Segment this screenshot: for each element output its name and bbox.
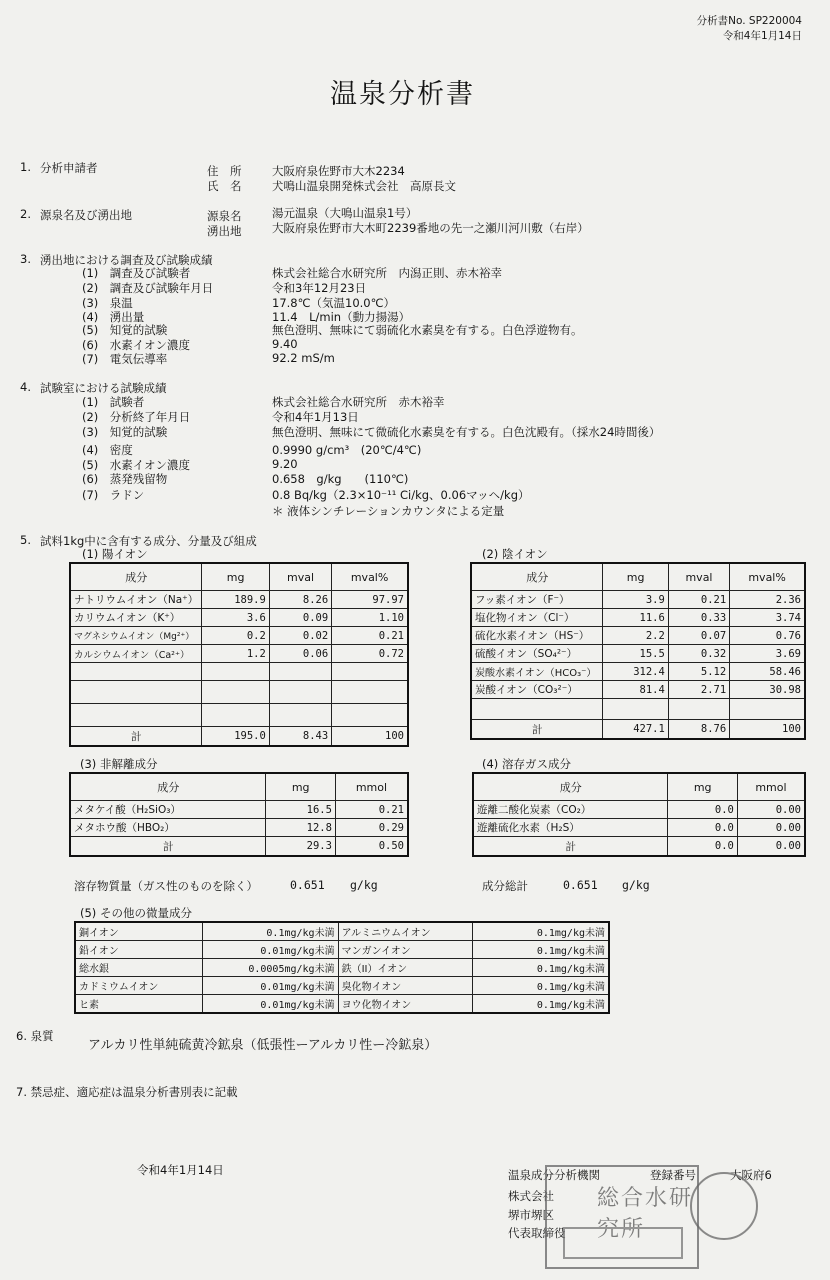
footer-rep: 代表取締役 [508,1226,566,1240]
table-row: カリウムイオン（K⁺） 3.6 0.09 1.10 [70,609,408,627]
col-header: mg [668,773,737,801]
empty-row [471,699,805,720]
col-header: mg [603,563,668,591]
col-header: 成分 [473,773,668,801]
table-row: メタケイ酸（H₂SiO₃） 16.5 0.21 [70,801,408,819]
trace-table [74,921,610,1014]
table-row: 総水銀 0.0005mg/kg未満 鉄（II）イオン 0.1mg/kg未満 [75,959,609,977]
footer-org-label: 温泉成分分析機関 [508,1168,600,1182]
s4-note: ＊ 液体シンチレーションカウンタによる定量 [272,504,505,518]
cation-title: (1) 陽イオン [82,547,148,561]
table-row: 硫化水素イオン（HS⁻） 2.2 0.07 0.76 [471,627,805,645]
s5-num: 5. [20,533,31,547]
table-row: メタホウ酸（HBO₂） 12.8 0.29 [70,819,408,837]
gas-table [472,772,806,857]
empty-row [70,704,408,727]
doc-date: 令和4年1月14日 [722,30,802,42]
doc-header [697,14,802,44]
round-seal-stamp [690,1172,758,1240]
s2-loc-label: 湧出地 [207,224,242,238]
s5-label: 試料1kg中に含有する成分、分量及び組成 [40,534,257,548]
table-row: ナトリウムイオン（Na⁺） 189.9 8.26 97.97 [70,591,408,609]
doc-number: 分析書No. SP220004 [696,15,802,27]
cation-table [69,562,409,747]
table-row: 遊離硫化水素（H₂S） 0.0 0.00 [473,819,805,837]
s6-label: 6. 泉質 [16,1029,54,1043]
s1-label: 分析申請者 [40,161,98,175]
s1-name: 犬鳴山温泉開発株式会社 高原長文 [272,179,456,193]
s2-src: 湯元温泉（大鳴山温泉1号） [272,206,418,220]
s3-num: 3. [20,252,31,266]
gas-title: (4) 溶存ガス成分 [482,757,571,771]
nondiss-title: (3) 非解離成分 [80,757,158,771]
table-row: カルシウムイオン（Ca²⁺） 1.2 0.06 0.72 [70,645,408,663]
table-row: マグネシウムイオン（Mg²⁺） 0.2 0.02 0.21 [70,627,408,645]
col-header: 成分 [70,563,202,591]
anion-table [470,562,806,740]
total-row: 計 195.0 8.43 100 [70,727,408,747]
footer-company: 株式会社 [508,1189,554,1203]
table-row: 銅イオン 0.1mg/kg未満 アルミニウムイオン 0.1mg/kg未満 [75,922,609,941]
col-header: mval% [730,563,805,591]
seal-text: 総合水研究所 [597,1186,694,1242]
total-label: 成分総計 [482,879,528,893]
col-header: mval [269,563,331,591]
footer-reg-value: 大阪府6 [730,1168,772,1182]
col-header: mval% [332,563,408,591]
s1-name-label: 氏 名 [207,179,242,193]
col-header: mmol [335,773,408,801]
table-row: 鉛イオン 0.01mg/kg未満 マンガンイオン 0.1mg/kg未満 [75,941,609,959]
table-row: 硫酸イオン（SO₄²⁻） 15.5 0.32 3.69 [471,645,805,663]
s6-value: アルカリ性単純硫黄冷鉱泉（低張性ーアルカリ性ー冷鉱泉） [88,1038,438,1053]
analysis-document: 分析書No. SP220004 令和4年1月14日 温泉分析書 1. 分析申請者 住 所 大阪府泉佐野市大木2234 氏 名 犬鳴山温泉開発株式会社 高原長文 2. 源泉名及び湧出地 源泉名 湯元温泉（大鳴山温泉1号） 湧出地 大阪府泉佐野市大木町2239番地の先一之瀬川河川敷（右岸） 3. 湧出地における調査及び試験成績 (1) 調査及び試験者 株式会社総合水研究所 内潟正則、赤木裕幸 (2) 調査及び試験年月日 令和3年12月23日 (3) 泉温 17.8℃（気温10.0℃） (4) 湧出量 11.4 L/min（動力揚湯） (5) 知覚的試験 無色澄明、無味にて弱硫化水素臭を有する。白色浮遊物有。 (6) 水素イオン濃度 9.40 (7) 電気伝導率 92.2 mS/m 4. 試験室における試験成績 (1) 試験者 株式会社総合水研究所 赤木裕幸 (2) 分析終了年月日 令和4年1月13日 (3) 知覚的試験 無色澄明、無味にて微硫化水素臭を有する。白色沈殿有。（採水24時間後） (4) 密度 0.9990 g/cm³ (20℃/4℃) (5) 水素イオン濃度 9.20 (6) 蒸発残留物 0.658 g/kg (110℃) (7) ラドン 0.8 Bq/kg（2.3×10⁻¹¹ Ci/kg、0.06マッヘ/kg） ＊ 液体シンチレーションカウンタによる定量 5. 試料1kg中に含有する成分、分量及び組成 (1) 陽イオン (2) 陰イオン 成分 mg mval mval% ナトリウムイオン（Na⁺） 189.9 8.26 97.97 カリウムイオン（K⁺） 3.6 0.09 1.10 マグネシウムイオン（Mg²⁺） 0.2 0.02 0.21 カルシウムイオン（Ca²⁺） 1.2 0.06 0.72 計 195.0 8.43 100 成分 mg mval mval% フッ素イオン（F⁻） 3.9 0.21 2.36 塩化物イオン（Cl⁻） 11.6 0.33 3.74 硫化水素イオン（HS⁻） 2.2 0.07 0.76 硫酸イオン（SO₄²⁻） 15.5 0.32 3.69 炭酸水素イオン（HCO₃⁻） 312.4 5.12 58.46 炭酸イオン（CO₃²⁻） 81.4 2.71 30.98 計 427.1 8.76 100 (3) 非解離成分 成分 mg mmol メタケイ酸（H₂SiO₃） 16.5 0.21 メタホウ酸（HBO₂） 12.8 0.29 計 29.3 0.50 (4) 溶存ガス成分 成分 mg mmol 遊離二酸化炭素（CO₂） 0.0 0.00 遊離硫化水素（H₂S） 0.0 0.00 計 0.0 0.00 溶存物質量（ガス性のものを除く） 0.651 g/kg 成分総計 0.651 g/kg (5) その他の微量成分 銅イオン 0.1mg/kg未満 アルミニウムイオン 0.1mg/kg未満 鉛イオン 0.01mg/kg未満 マンガンイオン 0.1mg/kg未満 総水銀 0.0005mg/kg未満 鉄（II）イオン 0.1mg/kg未満 カドミウムイオン 0.01mg/kg未満 臭化物イオン 0.1mg/kg未満 ヒ素 0.01mg/kg未満 ヨウ化物イオン 0.1mg/kg未満 6. 泉質 アルカリ性単純硫黄冷鉱泉（低張性ーアルカリ性ー冷鉱泉） 7. 禁忌症、適応症は温泉分析書別表に記載 令和4年1月14日 温泉成分分析機関 登録番号 大阪府6 株式会社 堺市堺区 代表取締役 総合水研究所 [0,0,830,1280]
table-row: 遊離二酸化炭素（CO₂） 0.0 0.00 [473,801,805,819]
s7-text: 7. 禁忌症、適応症は温泉分析書別表に記載 [16,1085,238,1099]
footer-reg-label: 登録番号 [650,1168,696,1182]
col-header: mg [266,773,336,801]
dissolved-value: 0.651 [290,878,325,892]
nondiss-table [69,772,409,857]
s2-src-label: 源泉名 [207,209,242,223]
footer-address: 堺市堺区 [508,1208,554,1222]
table-row: 炭酸水素イオン（HCO₃⁻） 312.4 5.12 58.46 [471,663,805,681]
total-unit: g/kg [622,878,650,892]
s1-num: 1. [20,160,31,174]
footer-date: 令和4年1月14日 [137,1163,224,1177]
s1-addr: 大阪府泉佐野市大木2234 [272,164,405,178]
company-seal-stamp [545,1165,699,1269]
empty-row [70,663,408,681]
total-row: 計 427.1 8.76 100 [471,720,805,740]
s1-addr-label: 住 所 [207,164,242,178]
dissolved-unit: g/kg [350,878,378,892]
table-row: 炭酸イオン（CO₃²⁻） 81.4 2.71 30.98 [471,681,805,699]
table-row: カドミウムイオン 0.01mg/kg未満 臭化物イオン 0.1mg/kg未満 [75,977,609,995]
anion-title: (2) 陰イオン [482,547,548,561]
s4-label: 試験室における試験成績 [40,381,167,395]
s4-num: 4. [20,380,31,394]
col-header: mval [668,563,729,591]
total-row: 計 0.0 0.00 [473,837,805,857]
col-header: mmol [737,773,805,801]
s2-num: 2. [20,207,31,221]
dissolved-label: 溶存物質量（ガス性のものを除く） [74,879,258,893]
table-row: 塩化物イオン（Cl⁻） 11.6 0.33 3.74 [471,609,805,627]
col-header: mg [202,563,269,591]
s2-label: 源泉名及び湧出地 [40,208,132,222]
s3-label: 湧出地における調査及び試験成績 [40,253,213,267]
col-header: 成分 [471,563,603,591]
total-value: 0.651 [563,878,598,892]
total-row: 計 29.3 0.50 [70,837,408,857]
col-header: 成分 [70,773,266,801]
table-row: フッ素イオン（F⁻） 3.9 0.21 2.36 [471,591,805,609]
page-title: 温泉分析書 [330,79,475,110]
empty-row [70,681,408,704]
trace-title: (5) その他の微量成分 [80,906,192,920]
s2-loc: 大阪府泉佐野市大木町2239番地の先一之瀬川河川敷（右岸） [272,221,589,235]
table-row: ヒ素 0.01mg/kg未満 ヨウ化物イオン 0.1mg/kg未満 [75,995,609,1014]
